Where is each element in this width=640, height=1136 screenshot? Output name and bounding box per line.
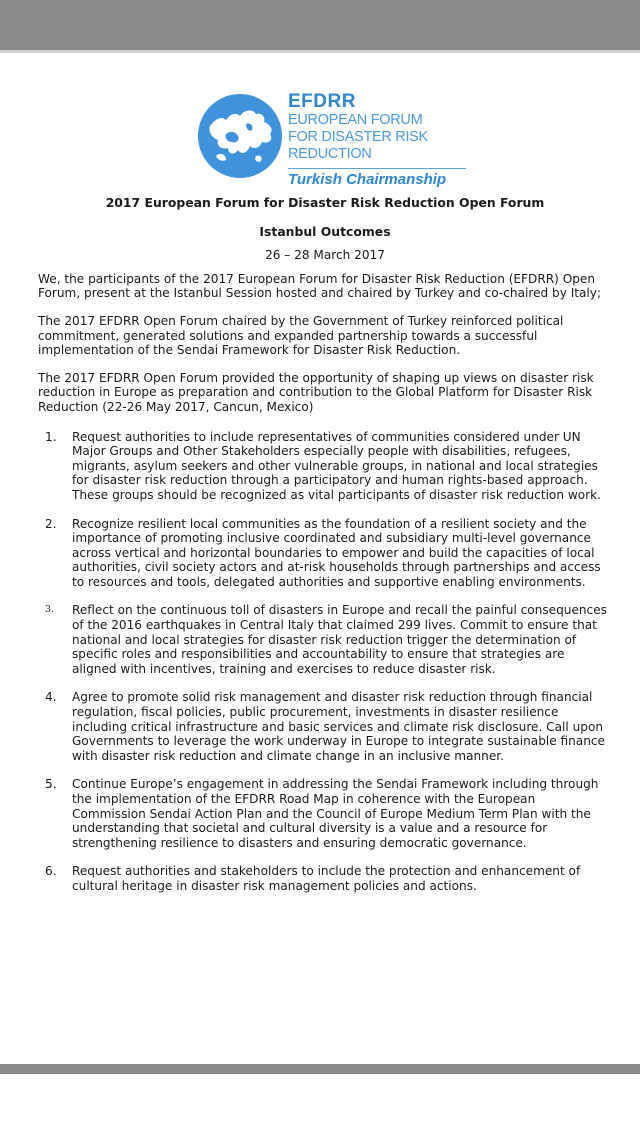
globe-europe-icon [196,90,292,182]
item-text: Request authorities to include representatives of communities considered under UN Major Groups and Other Stakeholders especially people with disabilities, refugees, migrants, asylum seekers and other vulnerable groups, in national and local strategies for disaster risk reduction through a participatory and human rights-based approach. These groups should be recognized as vital participants of disaster risk reduction work. [72,429,601,502]
list-item [38,864,612,893]
item-text: Continue Europe’s engagement in addressing the Sendai Framework including through the implementation of the EFDRR Road Map in coherence with the European Commission Sendai Action Plan and the Council of Europe Medium Term Plan with the understanding that societal and cultural diversity is a value and a resource for strengthening resilience to disasters and ensuring democratic governance. [72,777,599,850]
list-item [38,603,612,676]
top-bar-edge [0,50,640,53]
document-body [38,196,612,894]
logo-acronym: EFDRR [288,91,356,112]
item-number: 5. [45,777,57,792]
bottom-bar [0,1064,640,1074]
logo-line-1: EUROPEAN FORUM [288,112,423,128]
top-bar [0,0,640,50]
item-text: Request authorities and stakeholders to include the protection and enhancement of cultural heritage in disaster risk management policies and actions. [72,864,581,893]
list-item [38,517,612,590]
bottom-margin [0,1074,640,1136]
item-number: 4. [45,690,57,705]
efdrr-logo [196,90,476,188]
list-item [38,690,612,763]
item-number: 3. [45,604,55,616]
paragraph: The 2017 EFDRR Open Forum chaired by the Government of Turkey reinforced political commitment, generated solutions and expanded partnership towards a successful implementation of the Sendai Framework for Disaster Risk Reduction. [38,313,564,358]
item-number: 1. [45,429,57,444]
item-text: Recognize resilient local communities as the foundation of a resilient society and the importance of promoting inclusive coordinated and subsidiary multi-level governance across vertical and horizontal boundaries to empower and build the capacities of local authorities, civil society actors and at-risk households through partnerships and access to resources and tools, delegated authorities and supportive enabling environments. [72,516,601,589]
item-number: 6. [45,864,57,879]
document-title: 2017 European Forum for Disaster Risk Reduction Open Forum [105,195,545,210]
item-number: 2. [45,516,57,531]
outcomes-list [38,430,612,894]
item-text: Agree to promote solid risk management and disaster risk reduction through financial regulation, fiscal policies, public procurement, investments in disaster resilience including critical infrastructure and basic services and climate risk disclosure. Call upon Governments to leverage the work underway in Europe to integrate sustainable finance with disaster risk reduction and climate change in an inclusive manner. [72,690,605,763]
paragraph: The 2017 EFDRR Open Forum provided the opportunity of shaping up views on disaster risk reduction in Europe as preparation and contribution to the Global Platform for Disaster Risk Reduction (22-26 May 2017, Cancun, Mexico) [38,370,594,414]
logo-divider [288,168,466,169]
item-text: Reflect on the continuous toll of disasters in Europe and recall the painful consequences of the 2016 earthquakes in Central Italy that claimed 299 lives. Commit to ensure that national and local strategies for disaster risk reduction trigger the determination of specific roles and responsibilities and accountability to ensure that strategies are aligned with incentives, training and exercises to reduce disaster risk. [72,603,607,676]
logo-line-2: FOR DISASTER RISK REDUCTION [288,129,428,162]
paragraph: We, the participants of the 2017 European Forum for Disaster Risk Reduction (EFDRR) Open Forum, present at the Istanbul Session hosted and chaired by Turkey and co-chaired by Italy; [38,271,602,301]
document-subtitle: Istanbul Outcomes [259,223,391,239]
document-dates: 26 – 28 March 2017 [265,248,385,263]
list-item [38,777,612,850]
list-item [38,430,612,503]
logo-chairmanship: Turkish Chairmanship [288,171,447,188]
